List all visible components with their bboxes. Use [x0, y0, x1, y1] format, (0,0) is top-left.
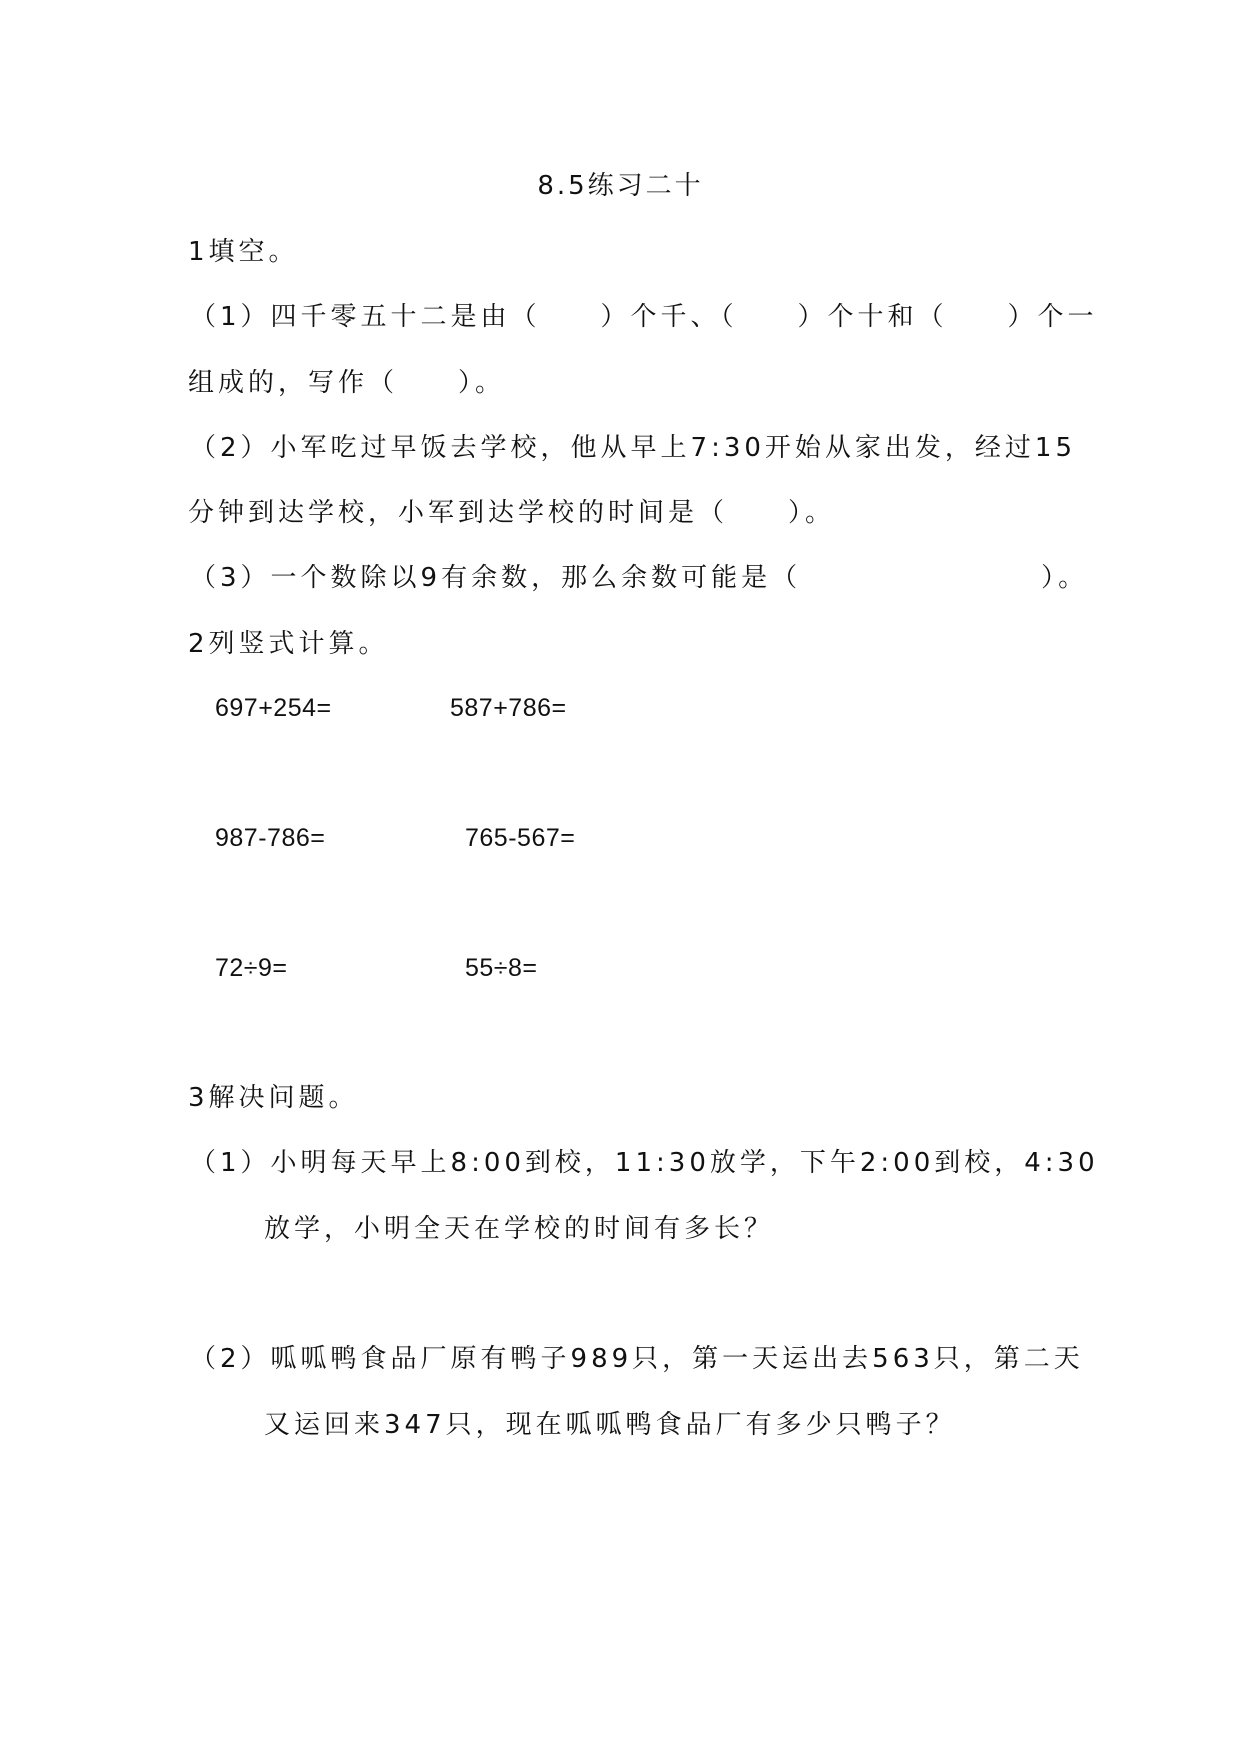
problem-q1-line2: 放学，小明全天在学校的时间有多长？ [264, 1214, 775, 1244]
problem-q2-line1: （2）呱呱鸭食品厂原有鸭子989只，第一天运出去563只，第二天 [190, 1344, 1084, 1374]
problem-q1-line1: （1）小明每天早上8:00到校，11:30放学，下午2:00到校，4:30 [190, 1148, 1099, 1178]
fill-blank-q2-line1: （2）小军吃过早饭去学校，他从早上7:30开始从家出发，经过15 [190, 433, 1077, 463]
calc-item-3: 987-786= [215, 824, 326, 852]
page-title: 8.5练习二十 [537, 171, 704, 201]
problem-q2-line2: 又运回来347只，现在呱呱鸭食品厂有多少只鸭子？ [264, 1410, 956, 1440]
fill-blank-q1-line2: 组成的，写作（ ）。 [188, 368, 506, 398]
calc-item-4: 765-567= [465, 824, 576, 852]
section-2-heading: 2列竖式计算。 [188, 629, 389, 659]
fill-blank-q3-line1: （3）一个数除以9有余数，那么余数可能是（ ）。 [190, 563, 1089, 593]
calc-item-1: 697+254= [215, 694, 332, 722]
section-1-heading: 1填空。 [188, 237, 299, 267]
calc-item-5: 72÷9= [215, 954, 288, 982]
calc-item-6: 55÷8= [465, 954, 538, 982]
fill-blank-q1-line1: （1）四千零五十二是由（ ）个千、（ ）个十和（ ）个一 [190, 302, 1098, 332]
section-3-heading: 3解决问题。 [188, 1083, 359, 1113]
fill-blank-q2-line2: 分钟到达学校，小军到达学校的时间是（ ）。 [188, 498, 836, 528]
calc-item-2: 587+786= [450, 694, 567, 722]
